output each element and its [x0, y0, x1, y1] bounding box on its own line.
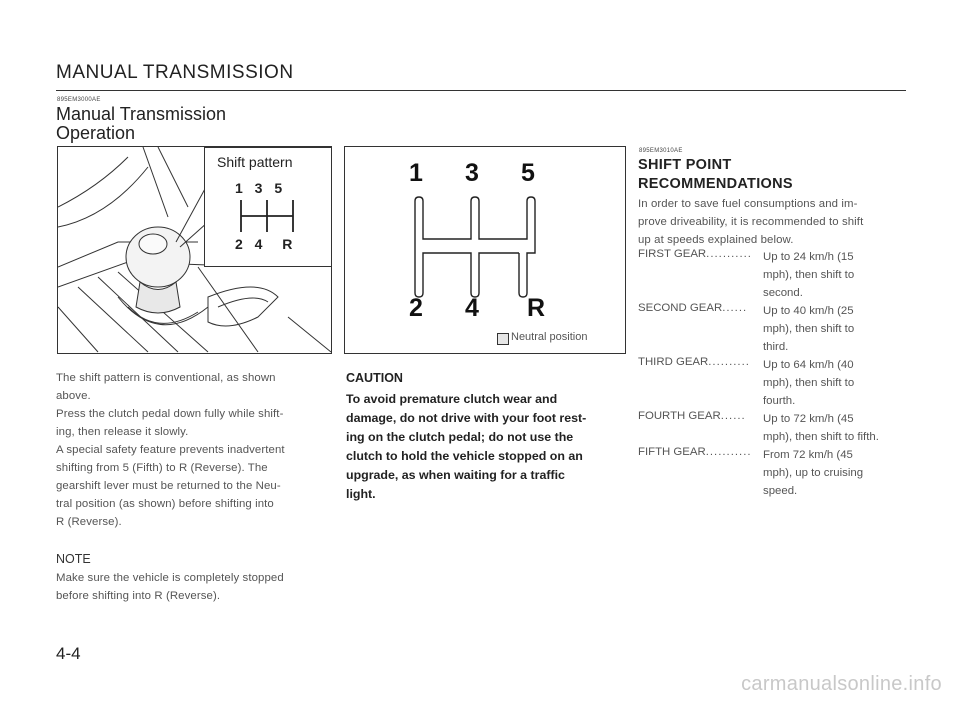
gear-label: SECOND GEAR: [638, 302, 723, 314]
caution-line: To avoid premature clutch wear and: [346, 392, 558, 406]
left-line: gearshift lever must be returned to the Neu-: [56, 480, 281, 492]
gear-dots: ......: [720, 410, 746, 422]
gear-desc-line: mph), then shift to: [763, 377, 855, 389]
intro-line: prove driveability, it is recommended to shift: [638, 216, 864, 228]
left-line: shifting from 5 (Fifth) to R (Reverse). The: [56, 462, 268, 474]
gear-row-first: [638, 248, 908, 299]
mini-h-pattern-icon: [237, 198, 307, 234]
gear-row-fifth: [638, 446, 908, 497]
gear-row-third: [638, 356, 908, 407]
intro-line: up at speeds explained below.: [638, 234, 794, 246]
gear-label-5: 5: [521, 159, 535, 187]
header-rule: [56, 90, 906, 91]
note-line: before shifting into R (Reverse).: [56, 590, 221, 602]
gear-desc: [763, 248, 908, 302]
neutral-position-swatch-icon: [497, 333, 509, 345]
gear-desc-line: Up to 24 km/h (15: [763, 251, 854, 263]
gear-row-fourth: [638, 410, 908, 443]
note-heading: NOTE: [56, 552, 91, 566]
gear-desc-line: Up to 64 km/h (40: [763, 359, 854, 371]
caution-heading: CAUTION: [346, 371, 403, 385]
left-line: R (Reverse).: [56, 516, 122, 528]
gear-row-second: [638, 302, 908, 353]
shift-pattern-label-box: [204, 147, 332, 267]
gear-desc-line: speed.: [763, 485, 798, 497]
gear-label-2: 2: [409, 294, 423, 322]
gear-label-4: 4: [465, 294, 479, 322]
left-line: tral position (as shown) before shifting into: [56, 498, 274, 510]
left-title-line2: Operation: [56, 123, 136, 143]
gear-label: THIRD GEAR: [638, 356, 709, 368]
gear-label-r: R: [527, 294, 546, 322]
watermark: carmanualsonline.info: [741, 673, 942, 695]
shift-lever-illustration: [57, 146, 332, 354]
gear-label: FIFTH GEAR: [638, 446, 706, 458]
gear-desc-line: fourth.: [763, 395, 796, 407]
h-pattern-slots-icon: [395, 195, 565, 299]
gear-label: FOURTH GEAR: [638, 410, 721, 422]
caution-line: clutch to hold the vehicle stopped on an: [346, 449, 583, 463]
gear-desc-line: mph), then shift to: [763, 269, 855, 281]
gear-desc-line: third.: [763, 341, 789, 353]
caution-line: ing on the clutch pedal; do not use the: [346, 430, 574, 444]
right-code: 895EM3010AE: [639, 148, 683, 154]
gear-desc-line: mph), then shift to fifth.: [763, 431, 879, 443]
gear-desc-line: Up to 72 km/h (45: [763, 413, 854, 425]
gear-desc-line: Up to 40 km/h (25: [763, 305, 854, 317]
gear-label-1: 1: [409, 159, 423, 187]
left-line: ing, then release it slowly.: [56, 426, 189, 438]
right-intro: [638, 195, 908, 249]
left-body: [56, 369, 336, 531]
gear-desc-line: mph), up to cruising: [763, 467, 864, 479]
gear-desc-line: mph), then shift to: [763, 323, 855, 335]
gear-desc-line: From 72 km/h (45: [763, 449, 853, 461]
gear-label: FIRST GEAR: [638, 248, 707, 260]
shift-pattern-label: Shift pattern: [217, 154, 293, 170]
gear-desc: [763, 302, 908, 356]
left-line: The shift pattern is conventional, as shown: [56, 372, 276, 384]
gear-desc: [763, 446, 908, 500]
gear-dots: ...........: [705, 446, 752, 458]
gear-dots: ...........: [706, 248, 752, 260]
intro-line: In order to save fuel consumptions and im-: [638, 198, 858, 210]
gear-desc-line: second.: [763, 287, 803, 299]
left-title-line1: Manual Transmission: [56, 104, 227, 124]
gear-label-3: 3: [465, 159, 479, 187]
section-title: MANUAL TRANSMISSION: [56, 62, 294, 83]
gear-dots: ..........: [708, 356, 750, 368]
caution-line: damage, do not drive with your foot rest-: [346, 411, 587, 425]
gear-dots: ......: [722, 302, 748, 314]
left-code: 895EM3000AE: [57, 97, 101, 103]
h-pattern-diagram: [344, 146, 626, 354]
gear-desc: [763, 410, 908, 446]
shift-pattern-top-numbers: 1 3 5: [235, 180, 287, 196]
caution-line: upgrade, as when waiting for a traffic: [346, 468, 565, 482]
left-line: Press the clutch pedal down fully while shift-: [56, 408, 284, 420]
neutral-position-legend: Neutral position: [511, 331, 588, 343]
page-number: 4-4: [56, 644, 81, 663]
left-line: above.: [56, 390, 91, 402]
caution-line: light.: [346, 487, 376, 501]
note-body: [56, 569, 336, 605]
shift-pattern-bottom-numbers: 2 4 R: [235, 236, 297, 252]
left-line: A special safety feature prevents inadvertent: [56, 444, 285, 456]
caution-body: [346, 390, 626, 504]
note-line: Make sure the vehicle is completely stopped: [56, 572, 284, 584]
right-heading-line1: SHIFT POINT: [638, 157, 732, 173]
right-heading-line2: RECOMMENDATIONS: [638, 176, 793, 192]
gear-desc: [763, 356, 908, 410]
